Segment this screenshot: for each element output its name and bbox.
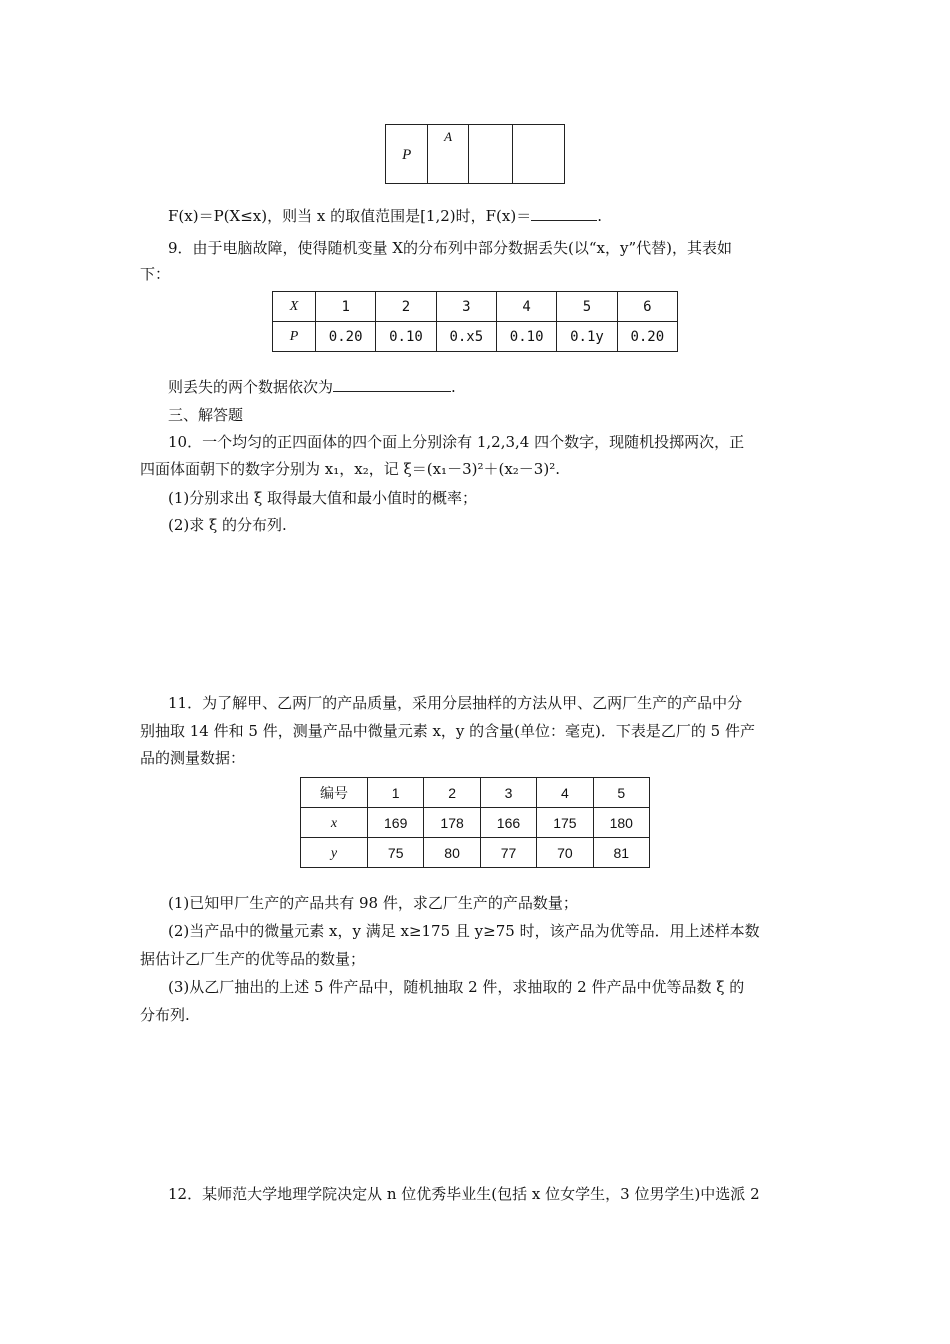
table-cell: P [386,125,428,184]
table-row [386,125,565,184]
table-header-cell: 4 [496,292,556,322]
table-row [273,322,678,352]
table-row [301,778,650,808]
table-cell: x [301,808,368,838]
table-header-cell: 3 [480,778,536,808]
table-cell: 70 [537,838,593,868]
table-cell: 166 [480,808,536,838]
q11-sub1: (1)已知甲厂生产的产品共有 98 件，求乙厂生产的产品数量； [168,894,578,912]
q11-line1: 11．为了解甲、乙两厂的产品质量，采用分层抽样的方法从甲、乙两厂生产的产品中分 [168,694,743,712]
table-header-cell: X [273,292,316,322]
table-cell [468,125,512,184]
table-header-cell: 1 [316,292,376,322]
table-header-cell: 2 [424,778,480,808]
table-cell: 80 [424,838,480,868]
q11-line3: 品的测量数据： [140,749,246,767]
q9-answer [168,377,456,397]
table-header-cell: 2 [376,292,436,322]
table-cell: 0.20 [617,322,677,352]
table-cell: 77 [480,838,536,868]
table-cell: 180 [593,808,649,838]
q9-line2: 下： [140,265,171,283]
q8-tail [168,206,602,226]
table-cell: 175 [537,808,593,838]
q11-sub3a: (3)从乙厂抽出的上述 5 件产品中，随机抽取 2 件，求抽取的 2 件产品中优等品数 ξ 的 [168,978,745,996]
q11-sub2a: (2)当产品中的微量元素 x，y 满足 x≥175 且 y≥75 时，该产品为优等品．用上述样本数 [168,922,760,940]
q9-distribution-table [272,291,678,352]
table-cell: 178 [424,808,480,838]
table-header-cell: 编号 [301,778,368,808]
table-cell: 0.20 [316,322,376,352]
q11-sub2b: 据估计乙厂生产的优等品的数量； [140,950,366,968]
table-cell: A [428,125,468,184]
q10-sub1: (1)分别求出 ξ 取得最大值和最小值时的概率； [168,489,478,507]
section-heading: 三、解答题 [168,406,244,424]
q9-period: . [451,378,456,396]
q11-line2: 别抽取 14 件和 5 件，测量产品中微量元素 x，y 的含量(单位：毫克)．下表是乙厂的 5 件产 [140,722,755,740]
table-cell: 81 [593,838,649,868]
q11-sub3b: 分布列. [140,1006,190,1024]
q10-sub2: (2)求 ξ 的分布列. [168,516,287,534]
table-row [301,808,650,838]
table-header-cell: 1 [368,778,424,808]
table-header-cell: 6 [617,292,677,322]
table-cell [512,125,564,184]
table-cell: y [301,838,368,868]
table-row [273,292,678,322]
table-cell: 0.10 [376,322,436,352]
q9-line1: 9．由于电脑故障，使得随机变量 X的分布列中部分数据丢失(以“x，y”代替)，其表如 [168,239,732,257]
q12-line1: 12．某师范大学地理学院决定从 n 位优秀毕业生(包括 x 位女学生，3 位男学生)中选派 2 [168,1185,760,1203]
q9-answer-text: 则丢失的两个数据依次为 [168,378,334,396]
answer-blank [333,377,451,392]
q10-line2: 四面体面朝下的数字分别为 x₁，x₂，记 ξ＝(x₁－3)²＋(x₂－3)². [140,460,560,478]
table-header-cell: 4 [537,778,593,808]
table-cell: 169 [368,808,424,838]
q8-text: F(x)＝P(X≤x)，则当 x 的取值范围是[1,2)时，F(x)＝ [168,207,532,225]
q8-period: . [597,207,602,225]
table-header-cell: 5 [593,778,649,808]
probability-table-top [385,124,565,184]
table-cell: 0.10 [496,322,556,352]
q10-line1: 10．一个均匀的正四面体的四个面上分别涂有 1,2,3,4 四个数字，现随机投掷两次，正 [168,433,745,451]
table-cell: 75 [368,838,424,868]
table-header-cell: 3 [436,292,496,322]
table-cell: P [273,322,316,352]
answer-blank [531,206,597,221]
table-header-cell: 5 [557,292,617,322]
q11-data-table [300,777,650,868]
table-row [301,838,650,868]
table-cell: 0.x5 [436,322,496,352]
table-cell: 0.1y [557,322,617,352]
